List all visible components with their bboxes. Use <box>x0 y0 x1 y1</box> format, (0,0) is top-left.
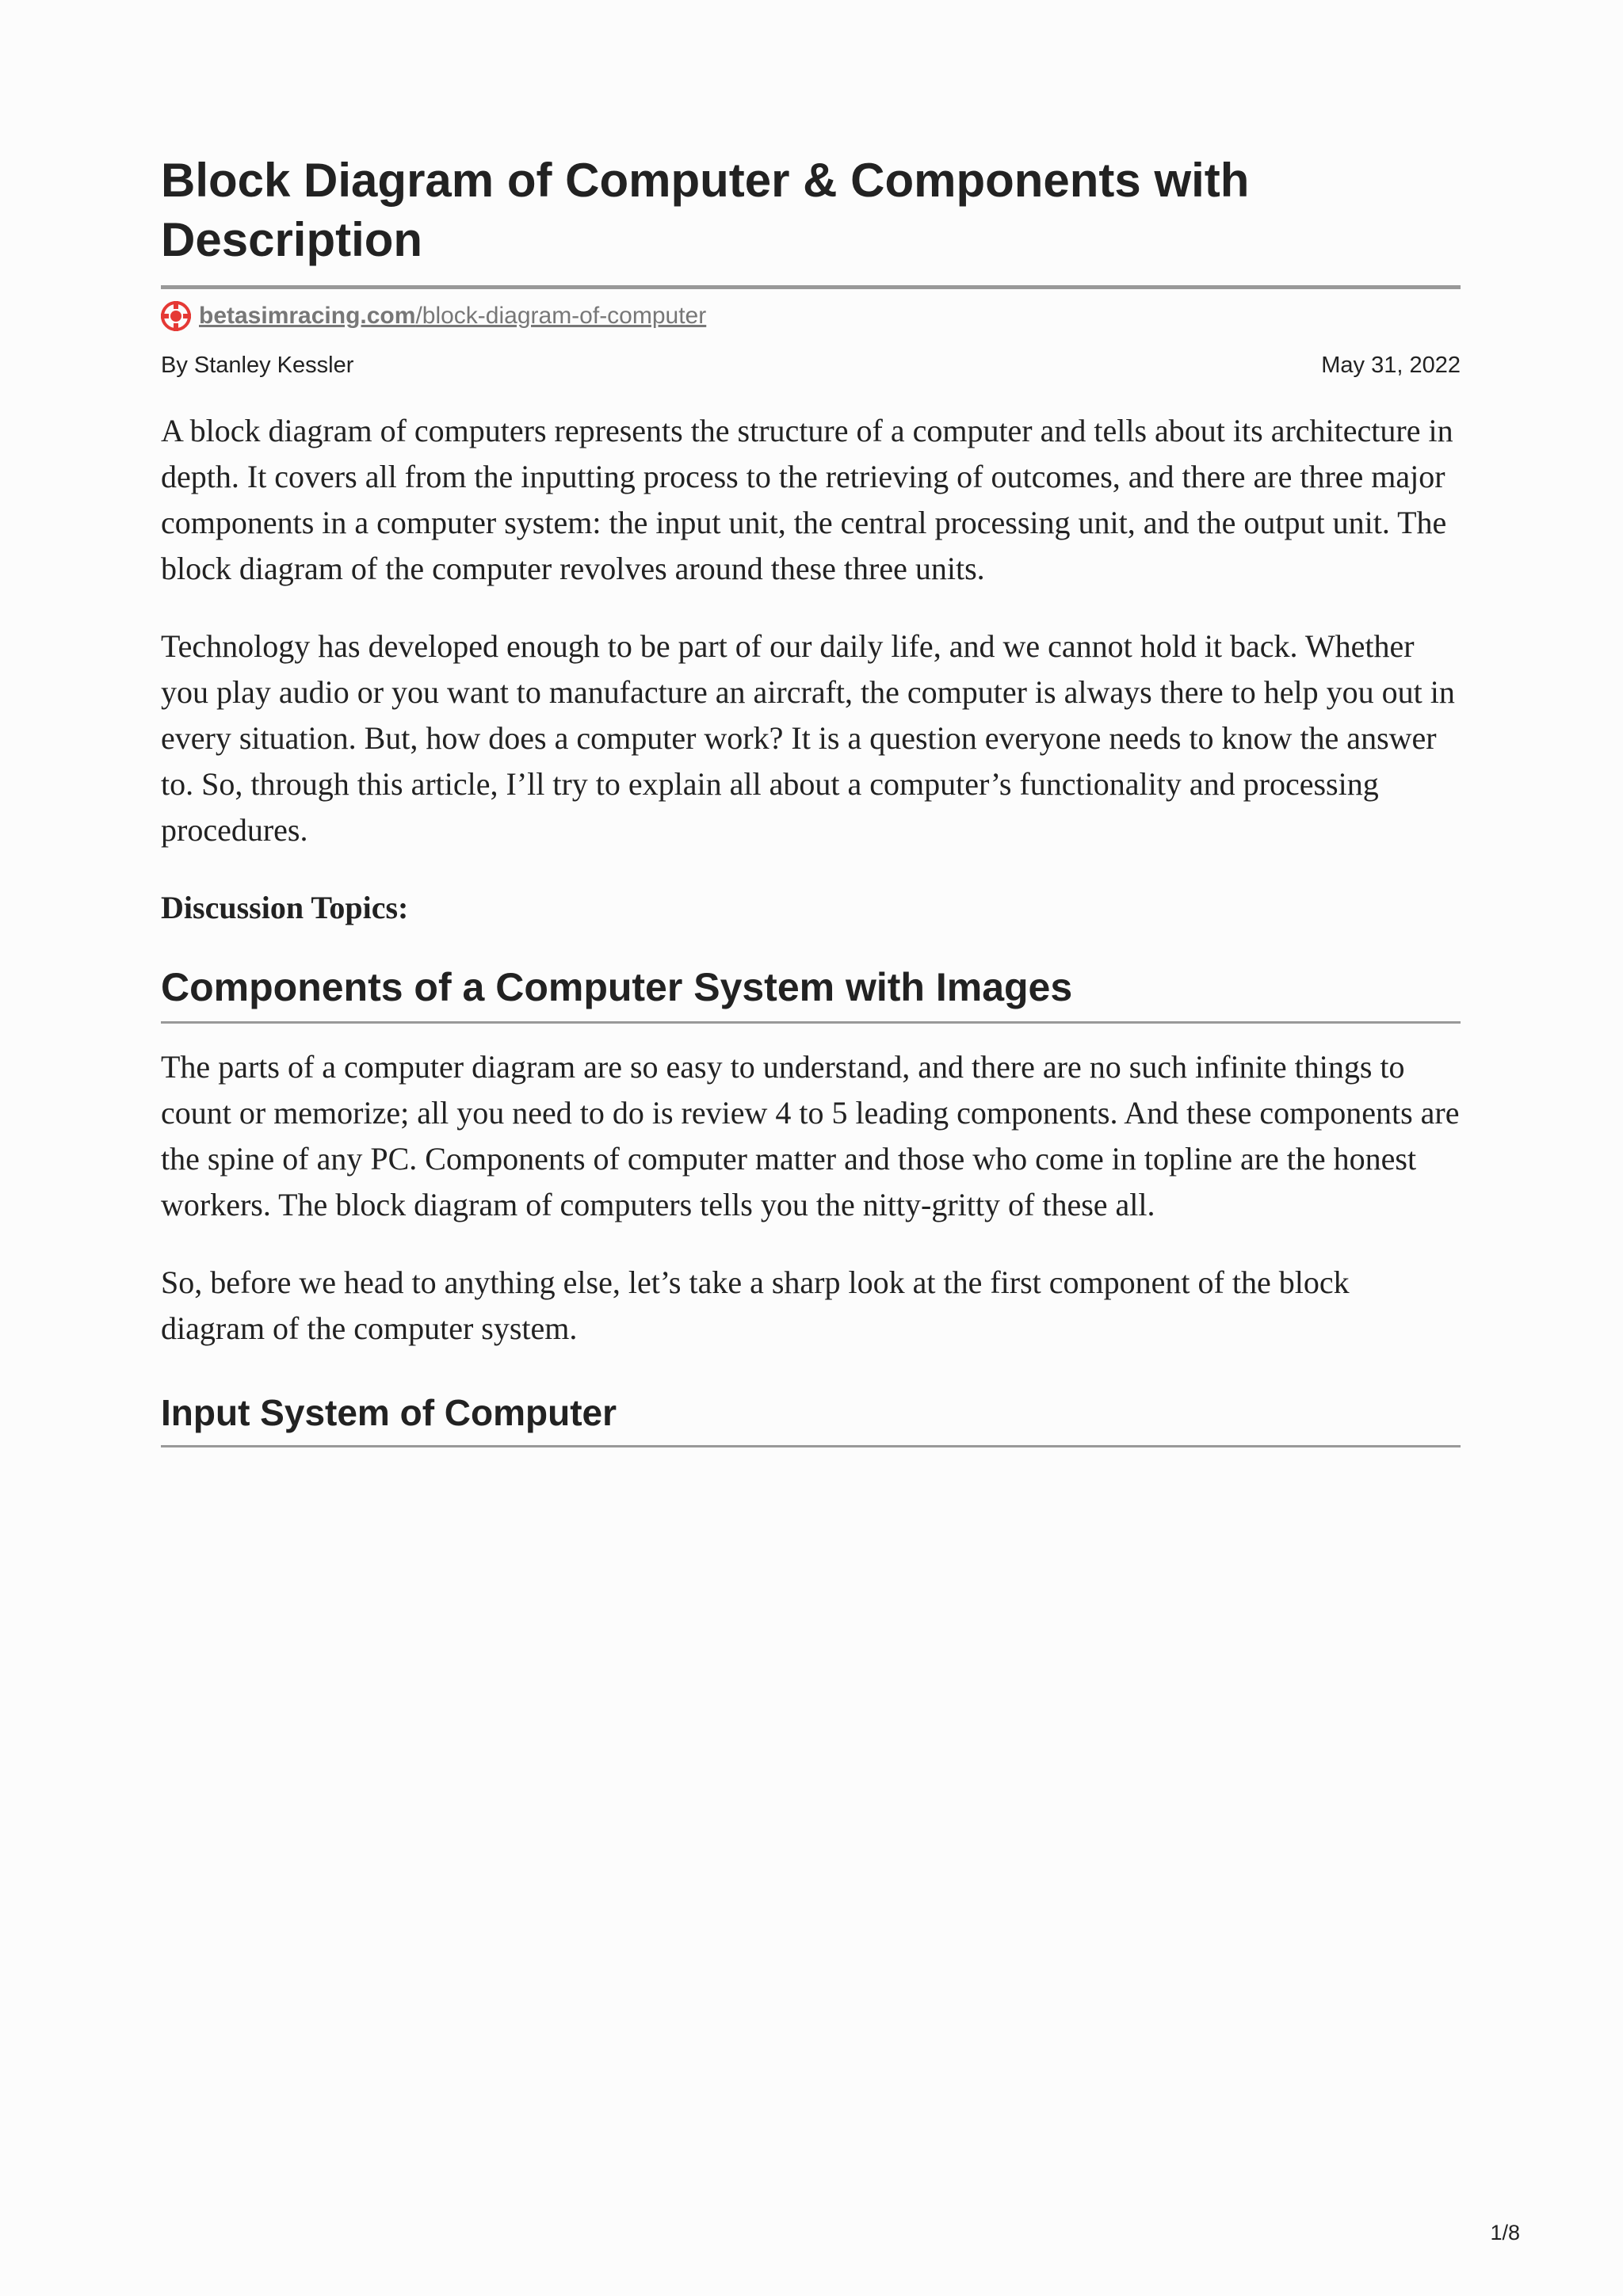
source-domain: betasimracing.com <box>199 303 416 329</box>
article-meta <box>161 349 1461 381</box>
components-paragraph-2: So, before we head to anything else, let’s take a sharp look at the first component of the block diagram of the computer system. <box>161 1264 1350 1346</box>
site-logo-icon <box>161 301 191 331</box>
discussion-topics-label: Discussion Topics: <box>161 890 409 925</box>
author-byline: By Stanley Kessler <box>161 353 354 378</box>
source-url-link[interactable] <box>199 303 706 330</box>
publish-date: May 31, 2022 <box>1321 353 1461 378</box>
intro-paragraph-2: Technology has developed enough to be part of our daily life, and we cannot hold it back. Whether you play audio or you want to manufacture an aircraft, the computer is always there to help you out in every situation. But, how does a computer work? It is a question everyone needs to know the answer to. So, through this article, I’ll try to explain all about a computer’s functionality and processing procedures. <box>161 628 1455 848</box>
components-paragraph-1: The parts of a computer diagram are so easy to understand, and there are no such infinite things to count or memorize; all you need to do is review 4 to 5 leading components. And these components are the spine of any PC. Components of computer matter and those who come in topline are the honest workers. The block diagram of computers tells you the nitty-gritty of these all. <box>161 1049 1460 1222</box>
title-divider <box>161 285 1461 289</box>
section-heading-input-system: Input System of Computer <box>161 1392 617 1433</box>
source-link-row <box>161 300 1461 332</box>
section-heading-components: Components of a Computer System with Images <box>161 965 1073 1009</box>
page-number: 1/8 <box>1490 2221 1520 2245</box>
source-path: /block-diagram-of-computer <box>415 303 707 329</box>
page-title: Block Diagram of Computer & Components with Description <box>161 154 1250 266</box>
intro-paragraph-1: A block diagram of computers represents the structure of a computer and tells about its architecture in depth. It covers all from the inputting process to the retrieving of outcomes, and there are three major components in a computer system: the input unit, the central processing unit, and the output unit. The block diagram of the computer revolves around these three units. <box>161 413 1453 586</box>
article <box>161 151 1461 1447</box>
section-divider <box>161 1021 1461 1024</box>
subsection-divider <box>161 1445 1461 1447</box>
